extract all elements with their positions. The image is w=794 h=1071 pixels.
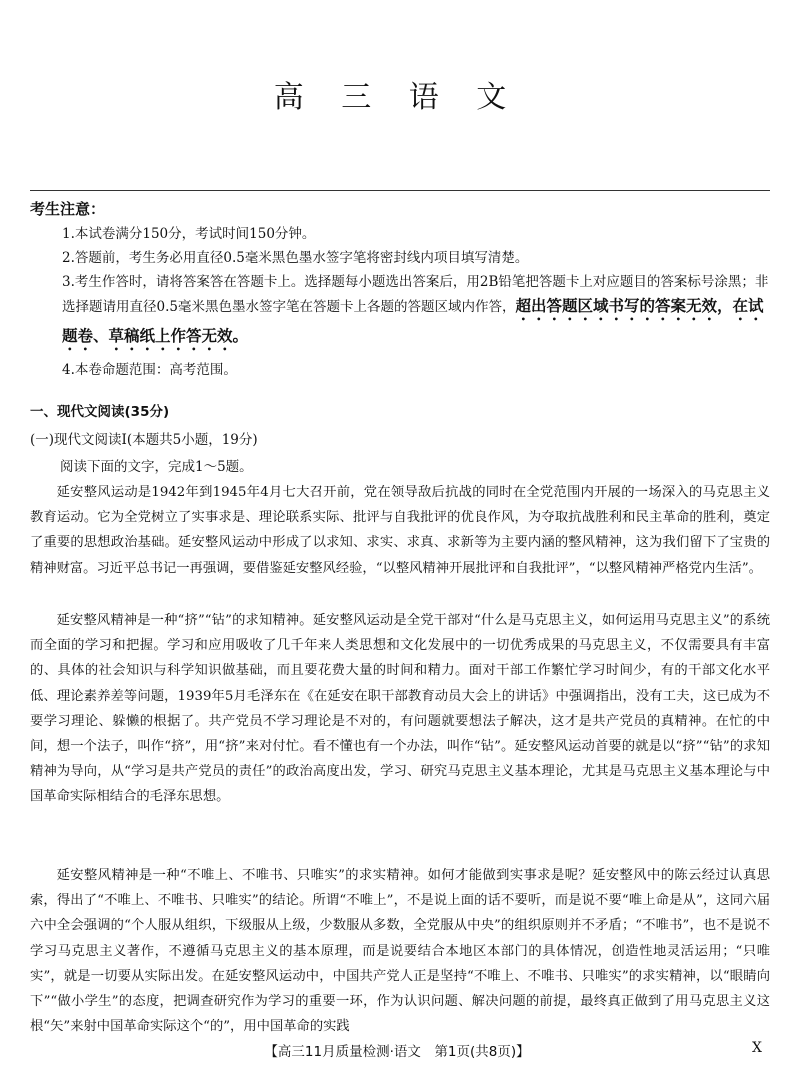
notice-item-4: 4.本卷命题范围：高考范围。 <box>62 362 237 378</box>
notice-emphasis: 超出答题区域书写的答案无效，在试题卷、草稿纸上作答无效。 <box>62 297 764 345</box>
passage-paragraph-1: 延安整风运动是1942年到1945年4月七大召开前，党在领导敌后抗战的同时在全党范围内开展的一场深入的马克思主义教育运动。它为全党树立了实事求是、理论联系实际、批评与自我批评的优良作风，为夺取抗战胜利和民主革命的胜利，奠定了重要的思想政治基础。延安整风运动中形成了以求知、求实、求真、求新等为主要内涵的整风精神，这为我们留下了宝贵的精神财富。习近平总书记一再强调，要借鉴延安整风经验，“以整风精神开展批评和自我批评”，“以整风精神严格党内生活”。 <box>30 485 770 576</box>
header-divider <box>30 190 770 191</box>
footer-mark: X <box>752 1040 762 1056</box>
section-heading: 一、现代文阅读(35分) <box>30 404 170 420</box>
section-subheading: (一)现代文阅读Ⅰ(本题共5小题，19分) <box>30 432 258 448</box>
notice-item-2: 2.答题前，考生务必用直径0.5毫米黑色墨水签字笔将密封线内项目填写清楚。 <box>62 250 529 266</box>
notice-heading: 考生注意： <box>30 200 106 218</box>
reading-instruction: 阅读下面的文字，完成1～5题。 <box>60 459 253 475</box>
notice-item-1: 1.本试卷满分150分，考试时间150分钟。 <box>62 226 316 242</box>
passage-paragraph-2: 延安整风精神是一种“挤”“钻”的求知精神。延安整风运动是全党干部对“什么是马克思主义，如何运用马克思主义”的系统而全面的学习和把握。学习和应用吸收了几千年来人类思想和文化发展中的一切优秀成果的马克思主义，不仅需要具有丰富的、具体的社会知识与科学知识做基础，而且要花费大量的时间和精力。面对干部工作繁忙学习时间少，有的干部文化水平低、理论素养差等问题，1939年5月毛泽东在《在延安在职干部教育动员大会上的讲话》中强调指出，没有工夫，这已成为不要学习理论、躲懒的根据了。共产党员不学习理论是不对的，有问题就要想法子解决，这才是共产党员的真精神。在忙的中间，想一个法子，叫作“挤”，用“挤”来对付忙。看不懂也有一个办法，叫作“钻”。延安整风运动首要的就是以“挤”“钻”的求知精神为导向，从“学习是共产党员的责任”的政治高度出发，学习、研究马克思主义基本理论，尤其是马克思主义基本理论与中国革命实际相结合的毛泽东思想。 <box>30 613 770 805</box>
notice-list <box>62 222 772 382</box>
notice-item-3-text: 3.考生作答时，请将答案答在答题卡上。选择题每小题选出答案后，用2B铅笔把答题卡上对应题目的答案标号涂黑；非选择题请用直径0.5毫米黑色墨水签字笔在答题卡上各题的答题区域内作答， <box>62 274 769 315</box>
notice-item-3 <box>62 270 772 354</box>
passage-paragraph-3: 延安整风精神是一种“不唯上、不唯书、只唯实”的求实精神。如何才能做到实事求是呢？延安整风中的陈云经过认真思索，得出了“不唯上、不唯书、只唯实”的结论。所谓“不唯上”，不是说上面的话不要听，而是说不要“唯上命是从”，这同六届六中全会强调的“个人服从组织，下级服从上级，少数服从多数，全党服从中央”的组织原则并不矛盾；“不唯书”，也不是说不学习马克思主义著作，不遵循马克思主义的基本原理，而是说要结合本地区本部门的具体情况，创造性地灵活运用；“只唯实”，就是一切要从实际出发。在延安整风运动中，中国共产党人正是坚持“不唯上、不唯书、只唯实”的求实精神，以“眼睛向下”“做小学生”的态度，把调查研究作为学习的重要一环，作为认识问题、解决问题的前提，最终真正做到了用马克思主义这根“矢”来射中国革命实际这个“的”，用中国革命的实践 <box>30 868 770 1035</box>
page-footer: 【高三11月质量检测·语文 第1页(共8页)】 <box>264 1044 530 1060</box>
paper-title: 高 三 语 文 <box>273 80 521 115</box>
